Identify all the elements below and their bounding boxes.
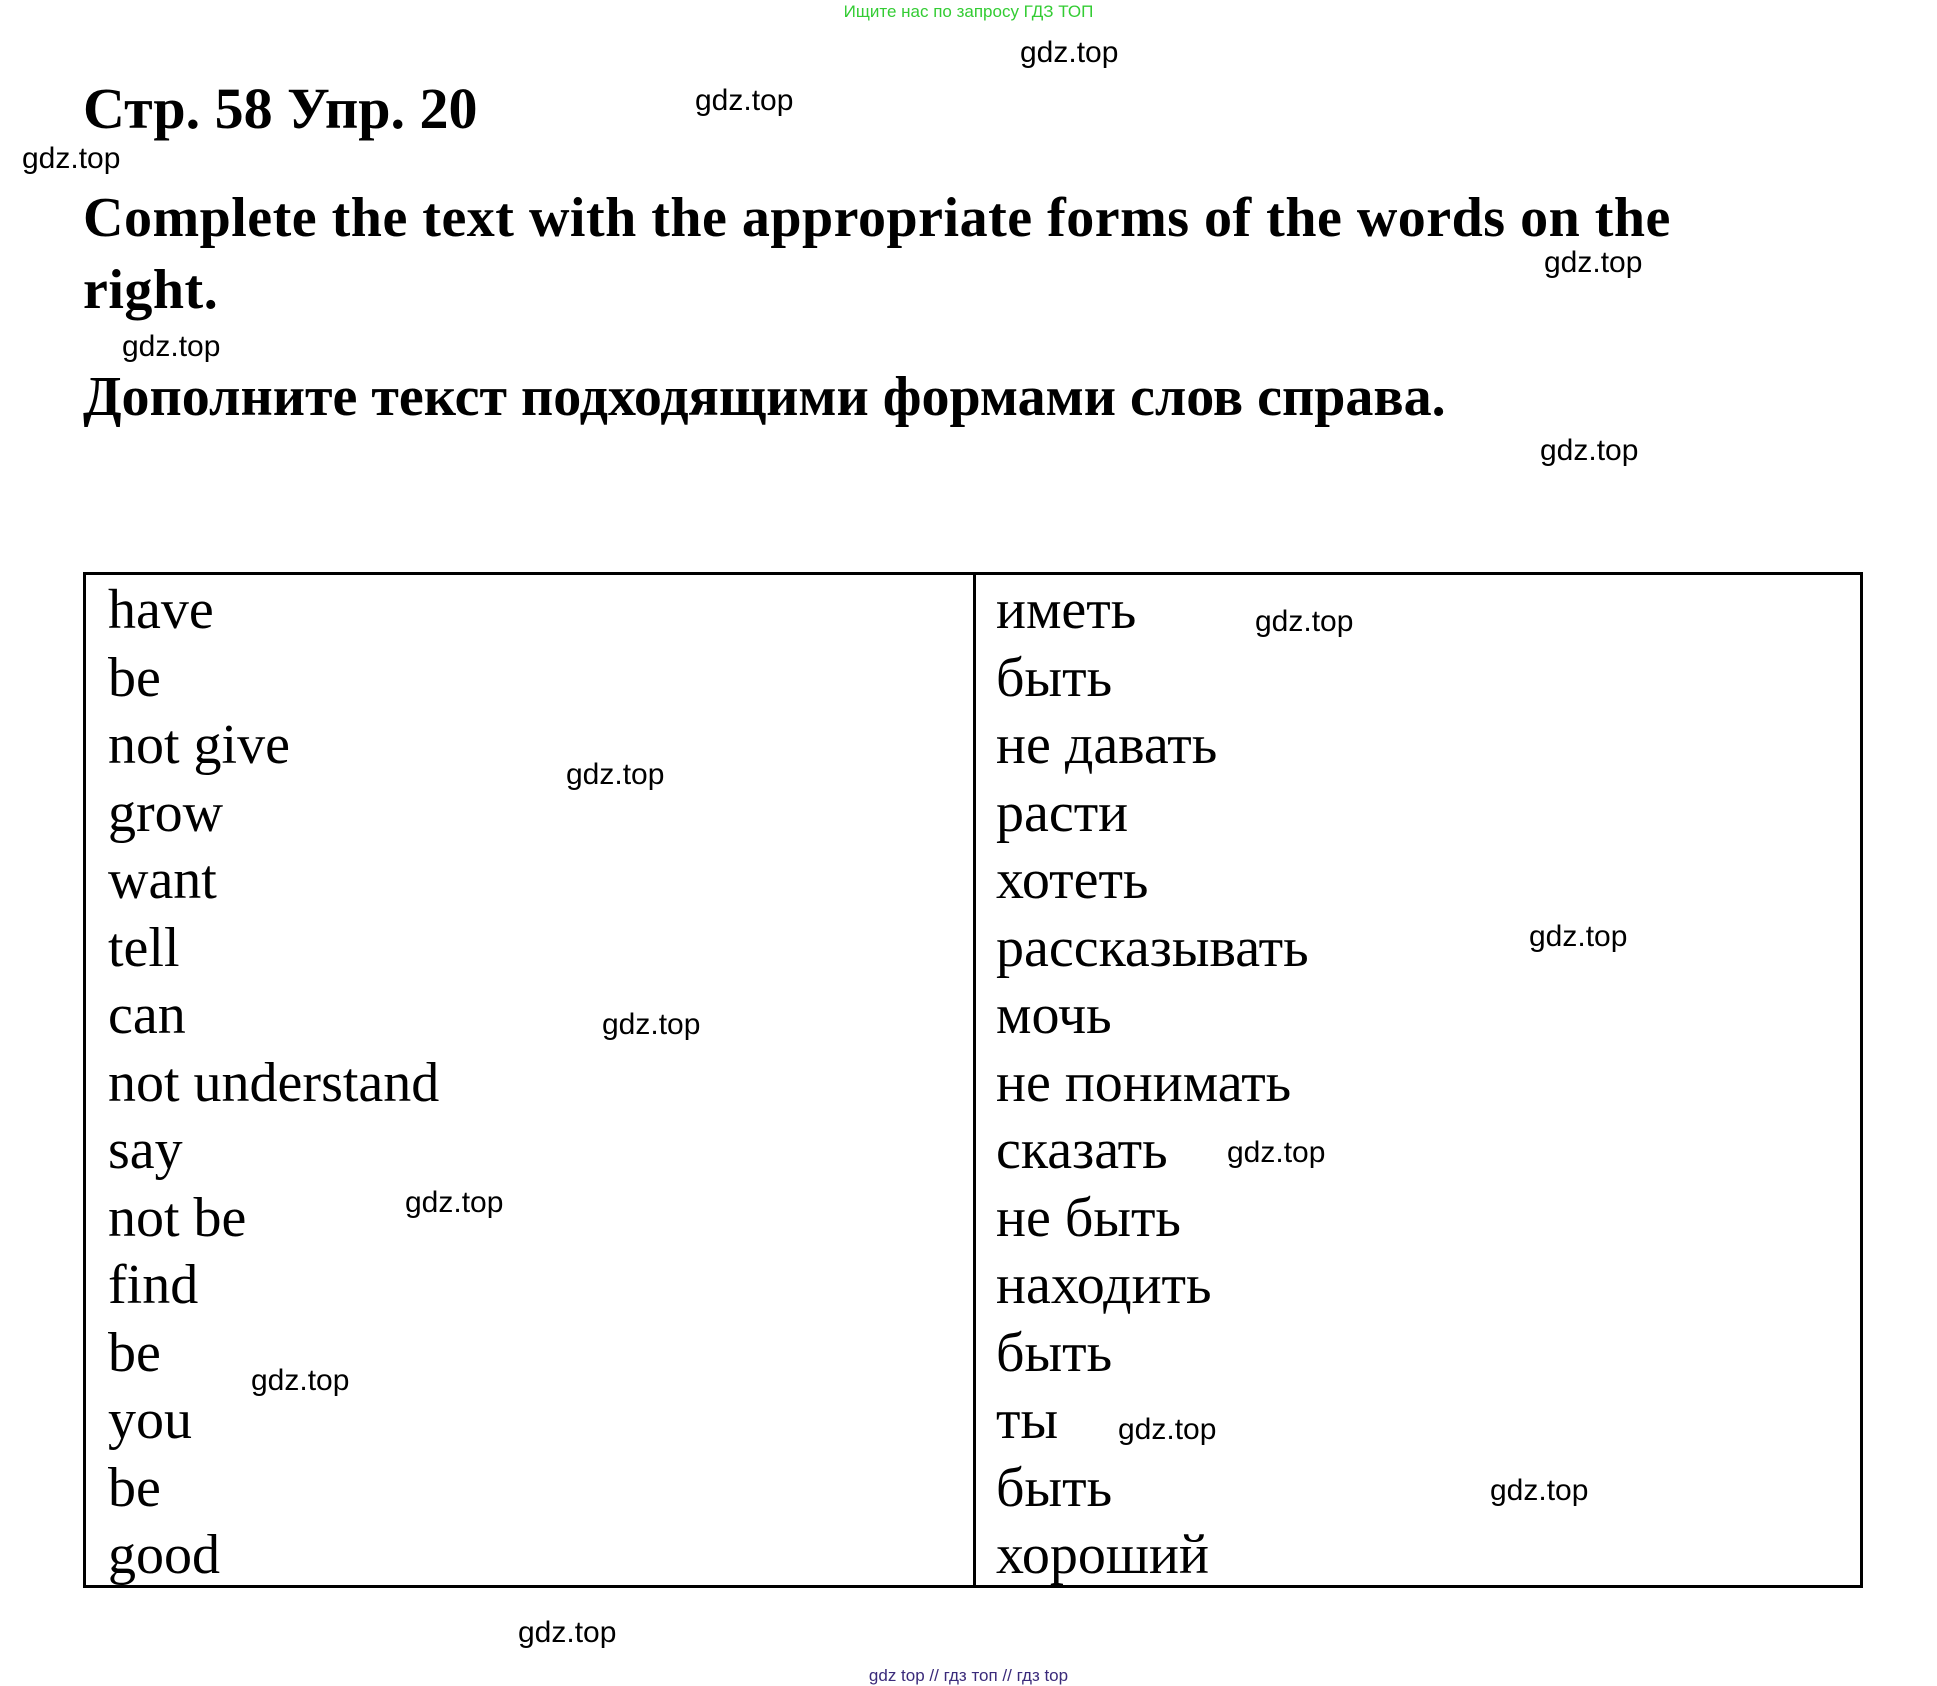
english-word: not give	[108, 714, 290, 776]
english-column	[86, 575, 976, 1585]
russian-column	[976, 575, 1860, 1585]
watermark: gdz.top	[1118, 1413, 1217, 1446]
russian-word: ты	[996, 1389, 1059, 1451]
watermark: gdz.top	[695, 84, 794, 117]
russian-word: быть	[996, 1321, 1113, 1384]
english-word: say	[108, 1119, 183, 1181]
russian-word: не давать	[996, 714, 1218, 776]
russian-word: находить	[996, 1254, 1212, 1316]
english-word: can	[108, 984, 186, 1046]
instruction-english: Complete the text with the appropriate forms of the words on the right.	[83, 187, 1671, 321]
watermark: gdz.top	[1540, 434, 1639, 467]
watermark: gdz.top	[1020, 36, 1119, 69]
watermark: gdz.top	[1255, 605, 1354, 638]
english-word: good	[108, 1524, 220, 1586]
watermark: gdz.top	[518, 1616, 617, 1649]
watermark: gdz.top	[1529, 920, 1628, 953]
watermark: gdz.top	[1227, 1136, 1326, 1169]
watermark: gdz.top	[122, 330, 221, 363]
russian-word: хотеть	[996, 849, 1149, 911]
russian-word: не понимать	[996, 1051, 1292, 1114]
watermark: gdz.top	[602, 1008, 701, 1041]
top-banner: Ищите нас по запросу ГДЗ ТОП	[843, 2, 1094, 21]
watermark: gdz.top	[405, 1186, 504, 1219]
page-title: Стр. 58 Упр. 20	[83, 76, 478, 141]
russian-word: хороший	[996, 1524, 1209, 1586]
english-word: grow	[108, 781, 224, 844]
english-word: you	[108, 1389, 192, 1451]
watermark: gdz.top	[1544, 246, 1643, 279]
instruction-russian: Дополните текст подходящими формами слов справа.	[83, 366, 1446, 428]
watermark: gdz.top	[1490, 1474, 1589, 1507]
russian-word: сказать	[996, 1119, 1168, 1181]
footer: gdz top // гдз топ // гдз top	[868, 1666, 1069, 1685]
russian-word: не быть	[996, 1186, 1181, 1249]
watermark: gdz.top	[251, 1364, 350, 1397]
english-word: not understand	[108, 1051, 440, 1114]
russian-word: иметь	[996, 579, 1137, 641]
english-word: not be	[108, 1186, 247, 1249]
english-word: be	[108, 1321, 161, 1384]
word-table	[83, 572, 1863, 1588]
russian-word: быть	[996, 646, 1113, 709]
english-word: have	[108, 579, 214, 641]
russian-word: мочь	[996, 984, 1112, 1046]
watermark: gdz.top	[566, 758, 665, 791]
watermark: gdz.top	[22, 142, 121, 175]
english-word: be	[108, 1456, 161, 1519]
russian-word: рассказывать	[996, 916, 1309, 979]
russian-word: расти	[996, 781, 1129, 844]
russian-word: быть	[996, 1456, 1113, 1519]
english-word: want	[108, 849, 217, 911]
english-word: tell	[108, 916, 180, 979]
english-word: find	[108, 1254, 199, 1316]
english-word: be	[108, 646, 161, 709]
